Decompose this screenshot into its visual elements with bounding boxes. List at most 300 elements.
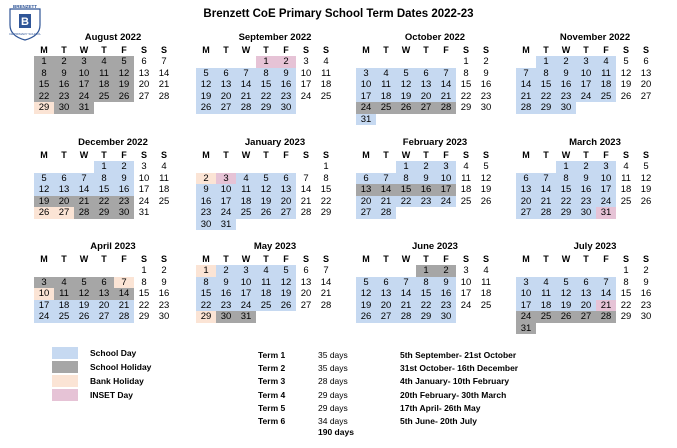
day-header: T	[223, 150, 229, 160]
day-header: T	[101, 150, 107, 160]
month-title: August 2022	[84, 32, 142, 43]
month-days	[196, 44, 336, 114]
day-cell: 1	[463, 56, 469, 67]
day-header: S	[642, 45, 649, 55]
day-cell: 2	[54, 56, 74, 68]
day-header: F	[443, 150, 449, 160]
day-cell: 29	[320, 207, 332, 218]
empty-cell	[114, 265, 134, 277]
month-calendar	[516, 241, 656, 334]
day-cell: 3	[141, 161, 147, 172]
day-cell: 18	[376, 91, 396, 103]
day-cell: 19	[74, 300, 94, 312]
day-cell: 25	[320, 90, 332, 102]
day-cell: 29	[196, 311, 216, 323]
day-cell: 27	[54, 207, 74, 219]
day-cell: 15	[396, 184, 416, 196]
empty-cell	[376, 161, 396, 173]
day-header: F	[121, 150, 127, 160]
empty-cell	[396, 56, 416, 68]
day-cell: 2	[196, 173, 216, 185]
day-header: F	[121, 254, 127, 264]
day-cell: 1	[196, 265, 216, 277]
day-cell: 11	[236, 184, 256, 196]
day-cell: 12	[276, 277, 296, 289]
day-cell: 6	[376, 277, 396, 289]
term-days: 29 days	[318, 402, 348, 413]
day-cell: 24	[236, 300, 256, 312]
month-calendar	[356, 32, 496, 125]
day-cell: 15	[536, 79, 556, 91]
day-cell: 16	[196, 196, 216, 208]
day-cell: 17	[596, 184, 616, 196]
day-cell: 24	[34, 311, 54, 323]
day-cell: 9	[216, 277, 236, 289]
month-title: June 2023	[412, 241, 458, 252]
day-header: T	[423, 254, 429, 264]
day-cell: 26	[196, 102, 216, 114]
empty-cell	[236, 161, 256, 173]
day-cell: 25	[536, 311, 556, 323]
day-cell: 3	[34, 277, 54, 289]
month-title: May 2023	[253, 241, 297, 252]
day-cell: 9	[483, 67, 489, 79]
day-cell: 15	[196, 288, 216, 300]
day-cell: 14	[114, 288, 134, 300]
month-title: September 2022	[238, 32, 312, 43]
day-cell: 24	[460, 299, 472, 311]
empty-cell	[74, 161, 94, 173]
legend-label: School Day	[90, 348, 137, 358]
legend-item	[52, 360, 151, 374]
day-cell: 12	[74, 288, 94, 300]
day-cell: 8	[256, 68, 276, 80]
day-header: S	[482, 254, 489, 264]
day-cell: 22	[416, 300, 436, 312]
legend-swatch	[52, 361, 78, 373]
day-cell: 30	[216, 311, 236, 323]
day-cell: 18	[54, 300, 74, 312]
empty-cell	[196, 161, 216, 173]
day-header: S	[302, 45, 309, 55]
day-cell: 17	[138, 184, 150, 195]
day-cell: 29	[94, 207, 114, 219]
day-cell: 7	[436, 68, 456, 80]
day-header: M	[40, 254, 48, 264]
day-cell: 23	[158, 299, 170, 311]
day-cell: 26	[620, 90, 632, 102]
day-cell: 25	[236, 207, 256, 219]
term-row	[258, 362, 560, 375]
day-header: S	[622, 150, 629, 160]
day-cell: 8	[463, 67, 469, 79]
day-cell: 27	[138, 90, 150, 102]
term-name: Term 3	[258, 376, 286, 387]
day-cell: 19	[34, 196, 54, 208]
day-cell: 23	[54, 91, 74, 103]
day-cell: 30	[196, 219, 216, 231]
day-cell: 26	[256, 207, 276, 219]
day-cell: 28	[300, 207, 312, 218]
day-cell: 12	[620, 67, 632, 79]
day-cell: 27	[376, 311, 396, 323]
day-cell: 26	[276, 300, 296, 312]
day-cell: 9	[161, 276, 167, 288]
day-cell: 10	[138, 172, 150, 184]
day-cell: 16	[436, 288, 456, 300]
day-header: S	[322, 254, 329, 264]
day-cell: 17	[516, 300, 536, 312]
empty-cell	[74, 265, 94, 277]
day-cell: 23	[114, 196, 134, 208]
day-cell: 18	[480, 288, 492, 299]
legend-swatch	[52, 347, 78, 359]
empty-cell	[556, 265, 576, 277]
day-cell: 2	[576, 161, 596, 173]
legend-item	[52, 388, 151, 402]
legend-label: School Holiday	[90, 362, 152, 372]
day-cell: 20	[640, 79, 652, 90]
day-cell: 13	[276, 184, 296, 196]
day-cell: 28	[320, 299, 332, 311]
day-cell: 22	[320, 195, 332, 207]
day-cell: 16	[216, 288, 236, 300]
day-cell: 6	[576, 277, 596, 289]
day-cell: 29	[256, 102, 276, 114]
day-cell: 12	[480, 172, 492, 184]
day-header: F	[283, 45, 289, 55]
day-cell: 22	[460, 90, 472, 102]
day-cell: 29	[620, 311, 632, 322]
day-cell: 10	[516, 288, 536, 300]
day-cell: 12	[114, 68, 134, 80]
day-cell: 15	[620, 288, 632, 299]
day-header: T	[263, 45, 269, 55]
day-cell: 31	[356, 114, 376, 126]
day-cell: 31	[138, 207, 150, 218]
day-cell: 4	[596, 56, 616, 68]
page-title: Brenzett CoE Primary School Term Dates 2022-23	[203, 8, 474, 20]
day-cell: 21	[74, 196, 94, 208]
day-cell: 21	[396, 300, 416, 312]
day-cell: 3	[216, 173, 236, 185]
day-cell: 11	[321, 67, 331, 79]
day-cell: 12	[196, 79, 216, 91]
day-cell: 14	[396, 288, 416, 300]
day-cell: 18	[158, 184, 170, 195]
day-cell: 4	[54, 277, 74, 289]
day-cell: 19	[556, 300, 576, 312]
day-cell: 18	[236, 196, 256, 208]
empty-cell	[436, 56, 456, 68]
empty-cell	[356, 265, 376, 277]
day-cell: 12	[256, 184, 276, 196]
legend	[52, 346, 151, 402]
day-cell: 25	[158, 195, 170, 207]
day-cell: 28	[236, 102, 256, 114]
day-cell: 3	[463, 265, 469, 276]
day-cell: 22	[536, 91, 556, 103]
day-cell: 1	[141, 265, 147, 276]
day-header: M	[362, 45, 370, 55]
day-cell: 5	[74, 277, 94, 289]
day-cell: 24	[74, 91, 94, 103]
day-cell: 14	[376, 184, 396, 196]
day-cell: 8	[416, 277, 436, 289]
day-cell: 26	[356, 311, 376, 323]
day-cell: 22	[620, 299, 632, 311]
empty-cell	[296, 161, 316, 173]
day-cell: 22	[94, 196, 114, 208]
day-cell: 15	[34, 79, 54, 91]
day-cell: 14	[516, 79, 536, 91]
day-cell: 4	[236, 173, 256, 185]
day-cell: 13	[94, 288, 114, 300]
day-cell: 5	[256, 173, 276, 185]
day-cell: 6	[54, 173, 74, 185]
day-cell: 19	[276, 288, 296, 300]
day-header: T	[263, 150, 269, 160]
month-calendar	[356, 241, 496, 323]
day-cell: 10	[576, 68, 596, 80]
empty-cell	[416, 56, 436, 68]
day-cell: 9	[436, 277, 456, 289]
day-header: S	[482, 45, 489, 55]
day-cell: 26	[556, 311, 576, 323]
day-cell: 4	[161, 161, 167, 172]
empty-cell	[276, 161, 296, 173]
day-header: M	[40, 45, 48, 55]
day-header: S	[322, 45, 329, 55]
empty-cell	[356, 161, 376, 173]
day-cell: 8	[556, 173, 576, 185]
day-cell: 8	[34, 68, 54, 80]
day-header: T	[61, 45, 67, 55]
day-cell: 31	[74, 102, 94, 114]
day-cell: 4	[256, 265, 276, 277]
day-cell: 21	[300, 195, 312, 207]
day-header: T	[543, 150, 549, 160]
day-cell: 21	[596, 300, 616, 312]
day-cell: 9	[576, 173, 596, 185]
day-cell: 7	[236, 68, 256, 80]
day-cell: 5	[356, 277, 376, 289]
day-cell: 16	[54, 79, 74, 91]
term-row	[258, 389, 560, 402]
day-cell: 21	[376, 196, 396, 208]
day-header: T	[583, 45, 589, 55]
day-header: S	[462, 45, 469, 55]
month-calendar	[196, 241, 336, 323]
term-days: 35 days	[318, 363, 348, 374]
day-cell: 13	[576, 288, 596, 300]
day-cell: 25	[376, 102, 396, 114]
day-header: W	[401, 254, 411, 264]
day-cell: 2	[483, 56, 489, 67]
empty-cell	[216, 56, 236, 68]
day-cell: 7	[74, 173, 94, 185]
day-cell: 2	[556, 56, 576, 68]
day-cell: 5	[556, 277, 576, 289]
day-cell: 9	[114, 173, 134, 185]
day-header: T	[583, 254, 589, 264]
term-name: Term 4	[258, 389, 286, 400]
day-header: M	[202, 254, 210, 264]
day-header: F	[121, 45, 127, 55]
month-calendar	[356, 137, 496, 219]
day-cell: 27	[416, 102, 436, 114]
day-header: T	[101, 254, 107, 264]
empty-cell	[196, 56, 216, 68]
day-cell: 24	[436, 196, 456, 208]
empty-cell	[596, 265, 616, 277]
day-cell: 1	[396, 161, 416, 173]
day-cell: 9	[276, 68, 296, 80]
empty-cell	[376, 56, 396, 68]
day-cell: 16	[480, 79, 492, 90]
month-days	[196, 253, 336, 323]
empty-cell	[376, 265, 396, 277]
day-cell: 2	[643, 265, 649, 276]
month-calendar	[516, 32, 656, 114]
day-header: M	[40, 150, 48, 160]
day-cell: 6	[516, 173, 536, 185]
day-cell: 17	[34, 300, 54, 312]
day-cell: 13	[640, 67, 652, 79]
day-cell: 6	[216, 68, 236, 80]
day-header: T	[383, 45, 389, 55]
day-header: T	[383, 150, 389, 160]
day-cell: 17	[356, 91, 376, 103]
day-cell: 10	[300, 67, 312, 79]
legend-swatch	[52, 389, 78, 401]
day-cell: 17	[436, 184, 456, 196]
day-cell: 1	[556, 161, 576, 173]
day-cell: 29	[556, 207, 576, 219]
month-days	[196, 149, 336, 230]
day-cell: 21	[320, 288, 332, 299]
day-cell: 3	[356, 68, 376, 80]
day-cell: 10	[236, 277, 256, 289]
day-cell: 17	[300, 79, 312, 90]
day-cell: 24	[596, 196, 616, 208]
day-cell: 22	[138, 299, 150, 311]
day-cell: 2	[161, 265, 167, 276]
day-cell: 22	[256, 91, 276, 103]
day-cell: 30	[436, 311, 456, 323]
day-cell: 14	[596, 288, 616, 300]
day-cell: 13	[138, 67, 150, 79]
term-days: 35 days	[318, 350, 348, 360]
day-header: W	[401, 45, 411, 55]
term-days: 29 days	[318, 389, 348, 400]
day-cell: 26	[114, 91, 134, 103]
day-cell: 25	[620, 195, 632, 207]
day-cell: 1	[416, 265, 436, 277]
day-cell: 22	[34, 91, 54, 103]
month-days	[516, 253, 656, 334]
legend-item	[52, 346, 151, 360]
day-cell: 22	[556, 196, 576, 208]
day-cell: 2	[114, 161, 134, 173]
day-cell: 14	[300, 184, 312, 195]
day-cell: 10	[436, 173, 456, 185]
day-cell: 21	[436, 91, 456, 103]
day-header: S	[482, 150, 489, 160]
term-row	[258, 415, 560, 428]
day-cell: 7	[114, 277, 134, 289]
day-cell: 23	[640, 299, 652, 311]
day-header: W	[561, 150, 571, 160]
day-header: W	[79, 254, 89, 264]
day-cell: 11	[621, 172, 631, 184]
day-cell: 3	[576, 56, 596, 68]
day-cell: 10	[34, 288, 54, 300]
day-cell: 2	[416, 161, 436, 173]
day-cell: 28	[158, 90, 170, 102]
day-header: S	[462, 254, 469, 264]
day-cell: 14	[74, 184, 94, 196]
term-dates: 5th June- 20th July	[400, 415, 477, 426]
term-dates: 5th September- 21st October	[400, 350, 517, 360]
day-header: S	[160, 254, 167, 264]
day-cell: 9	[643, 276, 649, 288]
day-cell: 8	[141, 276, 147, 288]
day-cell: 16	[416, 184, 436, 196]
day-cell: 19	[396, 91, 416, 103]
day-header: T	[423, 45, 429, 55]
month-title: February 2023	[402, 137, 468, 148]
day-cell: 1	[323, 161, 329, 172]
day-cell: 21	[236, 91, 256, 103]
day-cell: 7	[323, 265, 329, 276]
day-header: W	[241, 45, 251, 55]
day-header: S	[622, 45, 629, 55]
day-cell: 28	[536, 207, 556, 219]
day-cell: 10	[74, 68, 94, 80]
day-cell: 8	[196, 277, 216, 289]
day-cell: 25	[256, 300, 276, 312]
empty-cell	[256, 161, 276, 173]
day-cell: 15	[320, 184, 332, 195]
day-header: T	[543, 254, 549, 264]
day-cell: 29	[138, 311, 150, 322]
day-cell: 24	[516, 311, 536, 323]
month-calendar	[196, 137, 336, 230]
day-cell: 2	[436, 265, 456, 277]
day-cell: 20	[94, 300, 114, 312]
svg-text:B: B	[21, 16, 29, 28]
day-cell: 22	[396, 196, 416, 208]
day-cell: 28	[396, 311, 416, 323]
day-header: S	[302, 254, 309, 264]
day-cell: 21	[114, 300, 134, 312]
day-cell: 6	[303, 265, 309, 276]
day-cell: 28	[376, 207, 396, 219]
legend-item	[52, 374, 151, 388]
day-header: S	[622, 254, 629, 264]
day-cell: 30	[640, 311, 652, 322]
term-dates: 31st October- 16th December	[400, 363, 519, 374]
day-cell: 21	[158, 79, 170, 90]
day-cell: 13	[216, 79, 236, 91]
day-cell: 5	[196, 68, 216, 80]
month-title: December 2022	[78, 137, 148, 148]
day-cell: 28	[516, 102, 536, 114]
day-cell: 15	[94, 184, 114, 196]
day-header: W	[241, 150, 251, 160]
day-cell: 1	[623, 265, 629, 276]
